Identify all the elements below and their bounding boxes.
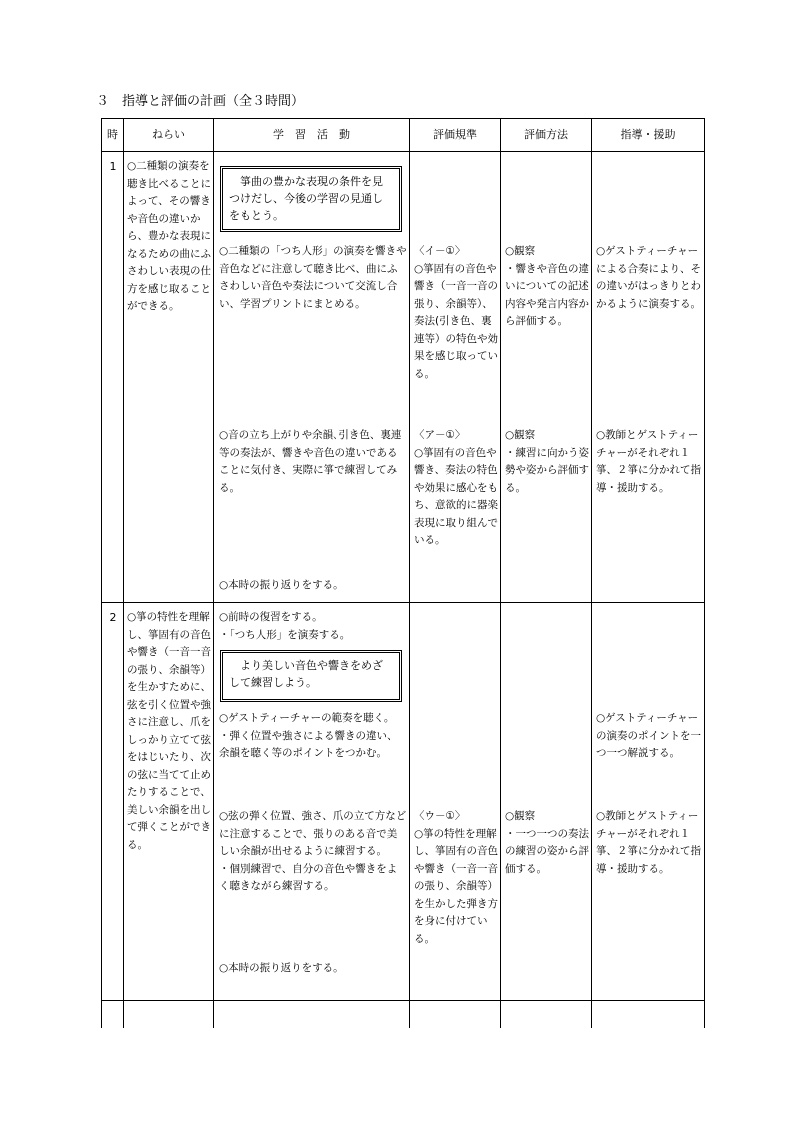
- row1-method-a: ○観察 ・響きや音色の違いについての記述内容や発言内容から評価する。: [505, 245, 589, 327]
- row1-activity-c: ○本時の振り返りをする。: [219, 579, 344, 591]
- row2-guidance-c: ○教師とゲストティーチャーがそれぞれ１箏、２箏に分かれて指導・援助する。: [596, 810, 701, 875]
- row1-goal-box: 箏曲の豊かな表現の条件を見つけだし、今後の学習の見通しをもとう。: [220, 166, 402, 232]
- header-guidance: 指導・援助: [620, 128, 676, 141]
- row1-method-b: ○観察 ・練習に向かう姿勢や姿から評価する。: [505, 429, 589, 494]
- row1-hour: 1: [109, 160, 117, 173]
- row2-activity-b: ○ゲストティーチャーの範奏を聴く。 ・弾く位置や強さによる響きの違い、余韻を聴く等のポイントをつかむ。: [219, 712, 398, 759]
- row2-activity-c: ○弦の弾く位置、強さ、爪の立て方などに注意することで、張りのある音で美しい余韻が出せるように練習する。 ・個別練習で、自分の音色や響きをよく聴きながら練習する。: [219, 810, 407, 892]
- row1-activity-b: ○音の立ち上がりや余韻､引き色、裏連等の奏法が、響きや音色の違いであることに気付き、実際に箏で練習してみる。: [219, 429, 402, 494]
- row2-criteria-c: 〈ウ－①〉 ○箏の特性を理解し、箏固有の音色や響き（一音一音の張り、余韻等）を生かした弾き方を身に付けている。: [414, 810, 498, 945]
- row2-method-c: ○観察 ・一つ一つの奏法の練習の姿から評価する。: [505, 810, 589, 875]
- row1-guidance-b: ○教師とゲストティーチャーがそれぞれ１箏、２箏に分かれて指導・援助する。: [596, 429, 701, 494]
- row1-criteria-a: 〈イ－①〉 ○箏固有の音色や響き（一音一音の張り、余韻等）、奏法(引き色、裏連等）の特色や効果を感じ取っている。: [414, 245, 498, 380]
- row2-aim: ○箏の特性を理解し、箏固有の音色や響き（一音一音の張り、余韻等）を生かすために、弦を引く位置や強さに注意し、爪をしっかり立てて弦をはじいたり、次の弦に当てて止めたりすることで、美しい余韻を出して弾くことができる。: [127, 611, 211, 851]
- row2-activity-a: ○前時の復習をする。 ・｢つち人形」を演奏する。: [219, 611, 351, 641]
- header-method: 評価方法: [524, 128, 568, 141]
- header-aim: ねらい: [152, 128, 185, 141]
- row2-goal-box: より美しい音色や響きをめざして練習しよう。: [220, 650, 402, 702]
- row1-criteria-b: 〈ア－①〉 ○箏固有の音色や響き、奏法の特色や効果に感心をもち、意欲的に器楽表現に取り組んでいる。: [414, 429, 498, 546]
- section-heading: ３ 指導と評価の計画（全３時間）: [96, 94, 305, 109]
- header-hour: 時: [107, 128, 118, 141]
- header-criteria: 評価規準: [433, 128, 477, 141]
- row1-guidance-a: ○ゲストティーチャーによる合奏により、その違いがはっきりとわかるように演奏する。: [596, 245, 701, 310]
- row2-hour: 2: [109, 611, 117, 624]
- header-activity: 学 習 活 動: [273, 128, 350, 141]
- row2-guidance-b: ○ゲストティーチャーの演奏のポイントを一つ一つ解説する。: [596, 712, 701, 759]
- row1-aim: ○二種類の演奏を聴き比べることによって、その響きや音色の違いから、豊かな表現になるための曲にふさわしい表現の仕方を感じ取ることができる。: [127, 160, 211, 312]
- row1-activity-a: ○二種類の「つち人形」の演奏を響きや音色などに注意して聴き比べ、曲にふさわしい音色や奏法について交流し合い、学習プリントにまとめる。: [219, 245, 407, 310]
- row2-activity-d: ○本時の振り返りをする。: [219, 962, 344, 974]
